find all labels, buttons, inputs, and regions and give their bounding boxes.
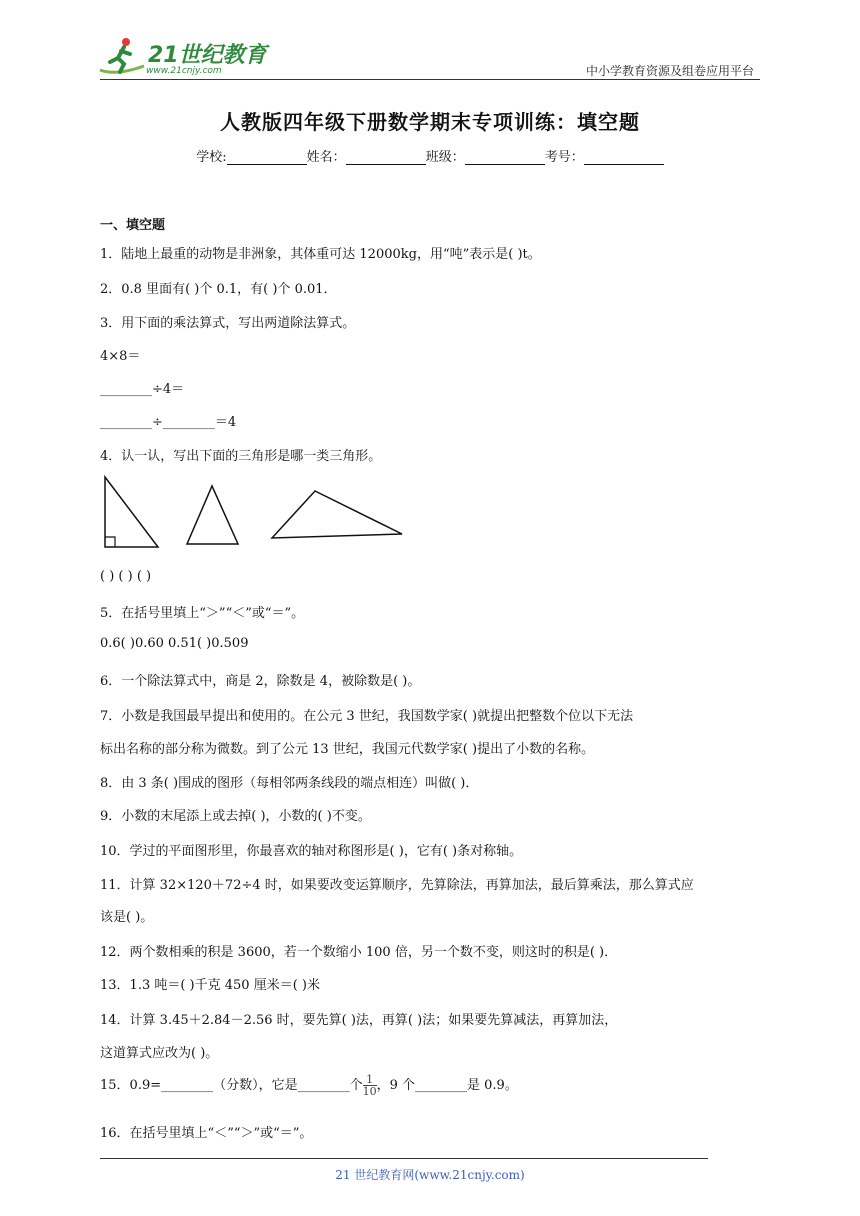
name-blank[interactable] <box>346 164 426 165</box>
fraction-one-tenth <box>363 1074 377 1097</box>
acute-triangle <box>187 486 238 544</box>
question-11-line-2: 该是( )。 <box>100 910 154 925</box>
question-2: 2．0.8 里面有( )个 0.1，有( )个 0.01． <box>100 282 337 297</box>
question-15-post: ，9 个________是 0.9。 <box>376 1078 518 1093</box>
fraction-numerator: 1 <box>363 1074 377 1086</box>
header-rule <box>100 79 760 80</box>
right-triangle <box>105 477 158 547</box>
question-15-pre: 15．0.9=________（分数），它是________个 <box>100 1078 363 1093</box>
page-title: 人教版四年级下册数学期末专项训练：填空题 <box>220 110 640 134</box>
question-3-expr: 4×8＝ <box>100 349 141 364</box>
question-15 <box>100 1074 518 1097</box>
triangles-figure <box>100 472 410 552</box>
exam-no-label: 考号： <box>544 150 584 165</box>
school-label: 学校: <box>196 150 227 165</box>
name-label: 姓名： <box>306 150 346 165</box>
section-heading: 一、填空题 <box>100 218 166 233</box>
question-13: 13．1.3 吨＝( )千克 450 厘米＝( )米 <box>100 978 320 993</box>
info-row <box>0 146 860 165</box>
fraction-denominator: 10 <box>362 1085 377 1098</box>
question-16: 16．在括号里填上“＜”“＞”或“＝”。 <box>100 1126 313 1141</box>
class-label: 班级： <box>425 150 465 165</box>
logo-url: www.21cnjy.com <box>146 66 222 76</box>
question-11-line-1: 11．计算 32×120＋72÷4 时，如果要改变运算顺序，先算除法，再算加法，最后算乘法，那么算式应 <box>100 878 694 893</box>
question-3-blank-b: ________÷________＝4 <box>100 415 237 430</box>
question-7-line-2: 标出名称的部分称为微数。到了公元 13 世纪，我国元代数学家( )提出了小数的名称。 <box>100 742 595 757</box>
question-7-line-1: 7．小数是我国最早提出和使用的。在公元 3 世纪，我国数学家( )就提出把整数个位以下无法 <box>100 709 634 724</box>
question-5: 5．在括号里填上“＞”“＜”或“＝”。 <box>100 606 305 621</box>
question-3: 3．用下面的乘法算式，写出两道除法算式。 <box>100 316 356 331</box>
footer-rule <box>100 1158 708 1159</box>
runner-icon <box>96 36 152 80</box>
question-6: 6．一个除法算式中，商是 2，除数是 4，被除数是( )。 <box>100 674 421 689</box>
question-4: 4．认一认，写出下面的三角形是哪一类三角形。 <box>100 449 382 464</box>
obtuse-triangle <box>272 491 402 538</box>
question-12: 12．两个数相乘的积是 3600，若一个数缩小 100 倍，另一个数不变，则这时的积是( )． <box>100 945 618 960</box>
question-8: 8．由 3 条( )围成的图形（每相邻两条线段的端点相连）叫做( )． <box>100 776 479 791</box>
platform-name: 中小学教育资源及组卷应用平台 <box>585 64 754 78</box>
question-3-blank-a: ________÷4＝ <box>100 382 185 397</box>
class-blank[interactable] <box>465 164 545 165</box>
question-5-compare: 0.6( )0.60 0.51( )0.509 <box>100 636 249 651</box>
question-14-line-1: 14．计算 3.45＋2.84－2.56 时，要先算( )法，再算( )法；如果要先算减法，再算加法， <box>100 1013 618 1028</box>
footer-link[interactable]: 21 世纪教育网(www.21cnjy.com) <box>335 1168 525 1182</box>
question-10: 10．学过的平面图形里，你最喜欢的轴对称图形是( )，它有( )条对称轴。 <box>100 844 523 859</box>
question-4-blanks: ( ) ( ) ( ) <box>100 569 152 584</box>
logo-text: 21世纪教育 <box>148 43 267 68</box>
question-1: 1．陆地上最重的动物是非洲象，其体重可达 12000kg，用“吨”表示是( )t。 <box>100 247 541 262</box>
school-blank[interactable] <box>227 164 307 165</box>
exam-no-blank[interactable] <box>584 164 664 165</box>
question-9: 9．小数的末尾添上或去掉( )，小数的( )不变。 <box>100 809 371 824</box>
question-14-line-2: 这道算式应改为( )。 <box>100 1046 219 1061</box>
